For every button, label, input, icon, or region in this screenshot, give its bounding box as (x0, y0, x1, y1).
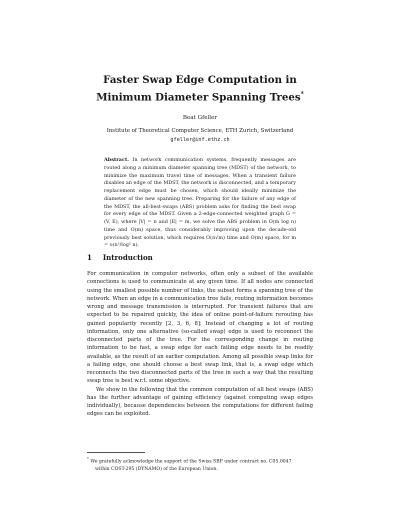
section-title: Introduction (102, 253, 153, 262)
section-heading (87, 253, 153, 262)
abstract (104, 157, 296, 250)
footnote (87, 455, 313, 473)
footnote-mark: * (87, 456, 89, 461)
body-text (87, 270, 313, 419)
author-email: gfeller@inf.ethz.ch (170, 136, 230, 143)
abstract-text: In network communication systems, frequently messages are routed along a minimum diameter spanning tree (MDST) of the network, to minimize the maximum travel time of messages. When a transient failure disables an edge of the MDST, the network is disconnected, and a temporary replacement edge must be chosen, which should ideally minimize the diameter of the new spanning tree. Preparing for the failure of any edge of the MDST, the all-best-swaps (ABS) problem asks for finding the best swap for every edge of the MDST. Given a 2-edge-connected weighted graph G = (V, E), where |V| = n and |E| = m, we solve the ABS problem in O(m log n) time and O(m) space, thus considerably improving upon the decade-old previously best solution, which requires O(n√m) time and O(m) space, for m = o(n²/log² n). (104, 157, 297, 249)
footnote-line-1: We gratefully acknowledge the support of the Swiss SBF under contract no. C05.0047 (90, 459, 292, 465)
paragraph-1: For communication in computer networks, often only a subset of the available connections is used to communicate at any given time. If all nodes are connected using the smallest possible number of links, the subset forms a spanning tree of the network. When an edge in a communication tree fails, routing information becomes wrong and message transmission is interrupted. For transient failures that are expected to be repaired quickly, the idea of online point-of-failure rerouting has gained popularity recently [2, 3, 6, 8]: Instead of changing a lot of routing information, only one alternative (so-called swap) edge is used to reconnect the disconnected parts of the tree. For the corresponding change in routing information to be fast, a swap edge for each failing edge needs to be readily available, as the result of an earlier computation. Among all possible swap links for a failing edge, one should choose a best swap link, that is, a swap edge which reconnects the two disconnected parts of the tree in such a way that the resulting swap tree is best w.r.t. some objective. (87, 271, 313, 385)
paper-title (60, 73, 340, 104)
title-line-2-text: Minimum Diameter Spanning Trees (96, 90, 301, 103)
abstract-label: Abstract. (104, 157, 129, 163)
paragraph-2: We show in the following that the common computation of all best swaps (ABS) has the further advantage of gaining efficiency (against computing swap edges individually), because dependencies between the computations for different failing edges can be exploited. (87, 386, 313, 418)
affiliation: Institute of Theoretical Computer Science, ETH Zurich, Switzerland (106, 128, 294, 134)
footnote-rule (87, 452, 145, 453)
title-footnote-mark: * (300, 90, 304, 98)
title-line-1: Faster Swap Edge Computation in (103, 74, 297, 86)
footnote-line-2: within COST-295 (DYNAMO) of the European Union. (95, 466, 218, 472)
title-line-2 (60, 88, 340, 105)
section-number: 1 (87, 253, 92, 262)
affiliation-block (60, 127, 340, 144)
author-name: Beat Gfeller (182, 115, 218, 121)
